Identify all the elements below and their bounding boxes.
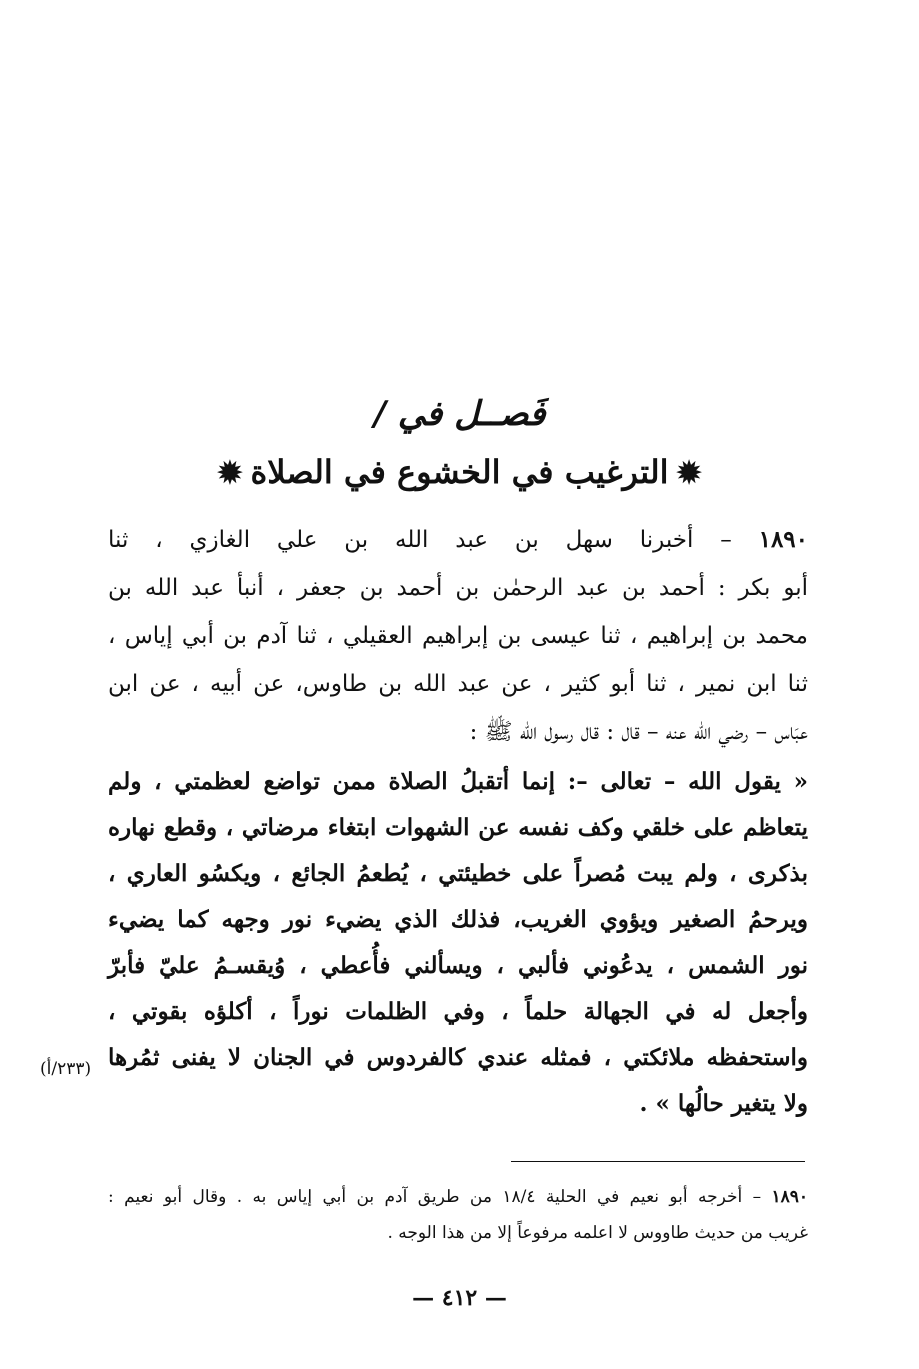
footnote-line: ١٨٩٠ – أخرجه أبو نعيم في الحلية ١٨/٤ من طريق آدم بن أبي إياس به . وقال أبو نعيم : — [108, 1187, 808, 1207]
footnote-line: غريب من حديث طاووس لا اعلمه مرفوعاً إلا من هذا الوجه . — [387, 1223, 808, 1243]
isnad-line: محمد بن إبراهيم ، ثنا عيسى بن إبراهيم العقيلي ، ثنا آدم بن أبي إياس ، — [108, 623, 808, 649]
hadith-number: ١٨٩٠ — [758, 526, 809, 553]
star-ornament-icon: ✹ — [217, 456, 243, 491]
matn-line: نور الشمس ، يدعُوني فألبي ، ويسألني فأُعطي ، وُيقسـمُ عليّ فأبرّ — [108, 952, 808, 979]
isnad-line: عبَاس – رضي الله عنه – قال : قال رسول الله ﷺ : — [469, 719, 808, 745]
matn-line: « يقول الله – تعالى –: إنما أتقبلُ الصلاة ممن تواضع لعظمتي ، ولم — [108, 768, 808, 795]
manuscript-folio-ref: (٢٣٣/أ) — [40, 1059, 92, 1079]
matn-line: وأجعل له في الجهالة حلماً ، وفي الظلمات نوراً ، أكلؤه بقوتي ، — [108, 998, 808, 1025]
matn-line: واستحفظه ملائكتي ، فمثله عندي كالفردوس في الجنان لا يفنى ثمُرها — [108, 1044, 808, 1071]
star-ornament-icon: ✹ — [676, 456, 702, 491]
matn-line: بذكرى ، ولم يبت مُصراً على خطيئتي ، يُطعمُ الجائع ، ويكسُو العاري ، — [108, 860, 808, 887]
matn-line: ويرحمُ الصغير ويؤوي الغريب، فذلك الذي يضيء نور وجهه كما يضيء — [108, 906, 808, 933]
page-number: — ٤١٢ — — [412, 1285, 507, 1311]
isnad-line: أبو بكر : أحمد بن عبد الرحمٰن بن أحمد بن جعفر ، أنبأ عبد الله بن — [108, 575, 808, 601]
chapter-title-text: الترغيب في الخشوع في الصلاة — [250, 453, 669, 491]
isnad-line: ١٨٩٠ – أخبرنا سهل بن عبد الله بن علي الغازي ، ثنا — [108, 526, 809, 553]
isnad-line: ثنا ابن نمير ، ثنا أبو كثير ، عن عبد الله بن طاوس، عن أبيه ، عن ابن — [108, 671, 808, 697]
footnote-divider — [511, 1161, 805, 1162]
chapter-label: فَصــل في / — [373, 394, 546, 434]
matn-line: ولا يتغير حالُها » . — [639, 1090, 808, 1117]
footnote-number: ١٨٩٠ — [771, 1187, 808, 1207]
chapter-title — [0, 450, 919, 496]
matn-line: يتعاظم على خلقي وكف نفسه عن الشهوات ابتغاء مرضاتي ، وقطع نهاره — [108, 814, 808, 841]
